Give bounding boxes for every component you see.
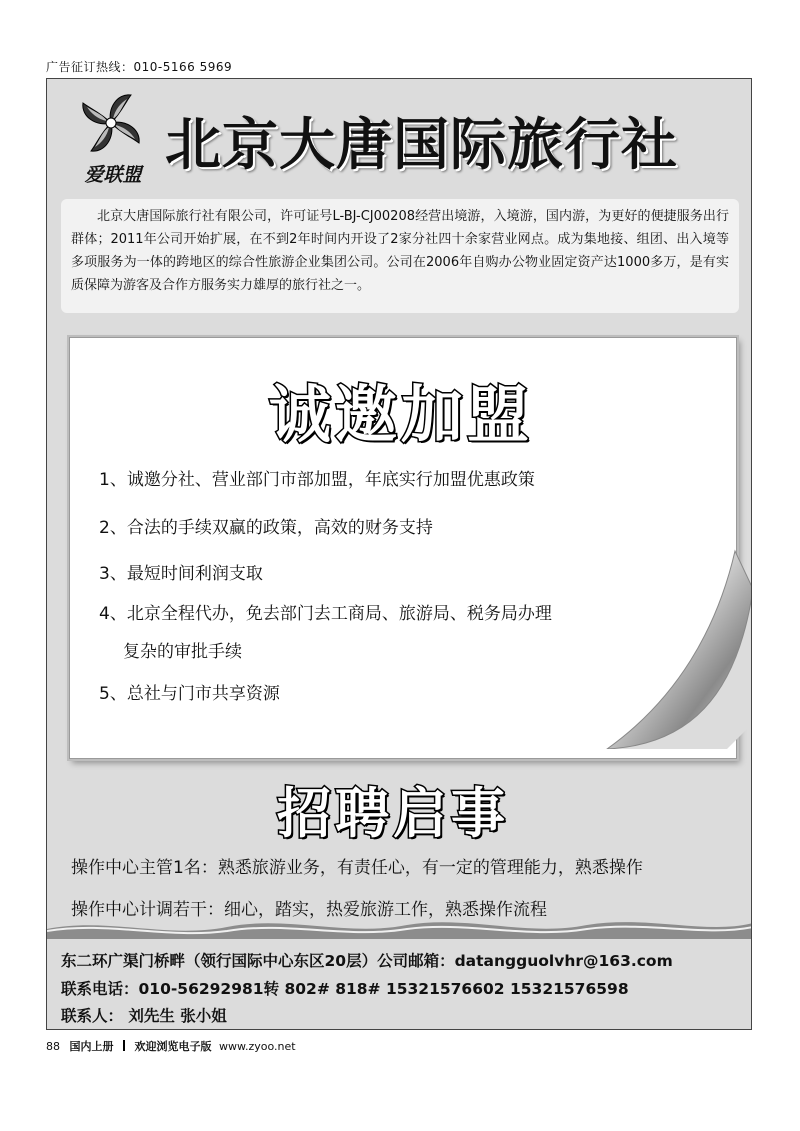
logo-label: 爱联盟	[84, 164, 142, 186]
join-item: 5、总社与门市共享资源	[99, 684, 280, 704]
page-curl-icon	[567, 549, 752, 749]
company-logo	[71, 85, 155, 189]
join-item: 1、诚邀分社、营业部门市部加盟，年底实行加盟优惠政策	[99, 470, 535, 490]
recruit-item: 操作中心计调若干：细心，踏实，热爱旅游工作，熟悉操作流程	[71, 900, 547, 920]
join-item: 3、最短时间利润支取	[99, 564, 263, 584]
wave-divider	[47, 909, 752, 939]
join-headline: 诚邀加盟	[269, 378, 534, 451]
footer-slogan: 欢迎浏览电子版	[134, 1040, 212, 1053]
company-intro: 北京大唐国际旅行社有限公司，许可证号L-BJ-CJ00208经营出境游，入境游，国内游，为更好的便捷服务出行群体；2011年公司开始扩展，在不到2年时间内开设了2家分社四十余家营业网点。成为集地接、组团、出入境等多项服务为一体的跨地区的综合性旅游企业集团公司。公司在2006年自购办公物业固定资产达1000多万，是有实质保障为游客及合作方服务实力雄厚的旅行社之一。	[61, 199, 739, 313]
section-name: 国内上册	[69, 1040, 114, 1053]
advertisement-panel	[46, 78, 752, 1030]
contact-phone: 联系电话：010-56292981转 802# 818# 15321576602 15321576598	[61, 980, 629, 998]
page-number: 88	[46, 1040, 60, 1053]
join-item: 4、北京全程代办，免去部门去工商局、旅游局、税务局办理	[99, 604, 552, 624]
page-footer	[46, 1038, 296, 1054]
ad-hotline: 广告征订热线：010-5166 5969	[46, 60, 233, 74]
recruit-headline: 招聘启事	[277, 782, 509, 845]
footer-website[interactable]: www.zyoo.net	[219, 1040, 296, 1053]
company-name: 北京大唐国际旅行社	[165, 113, 678, 178]
join-item: 2、合法的手续双赢的政策，高效的财务支持	[99, 518, 433, 538]
contact-address: 东二环广渠门桥畔（领行国际中心东区20层）公司邮箱：datangguolvhr@163.com	[61, 952, 673, 970]
footer-separator	[123, 1040, 125, 1051]
contact-person: 联系人： 刘先生 张小姐	[61, 1007, 227, 1025]
recruit-item: 操作中心主管1名：熟悉旅游业务，有责任心，有一定的管理能力，熟悉操作	[71, 858, 643, 878]
pinwheel-icon	[83, 95, 139, 151]
join-item: 复杂的审批手续	[123, 642, 242, 662]
